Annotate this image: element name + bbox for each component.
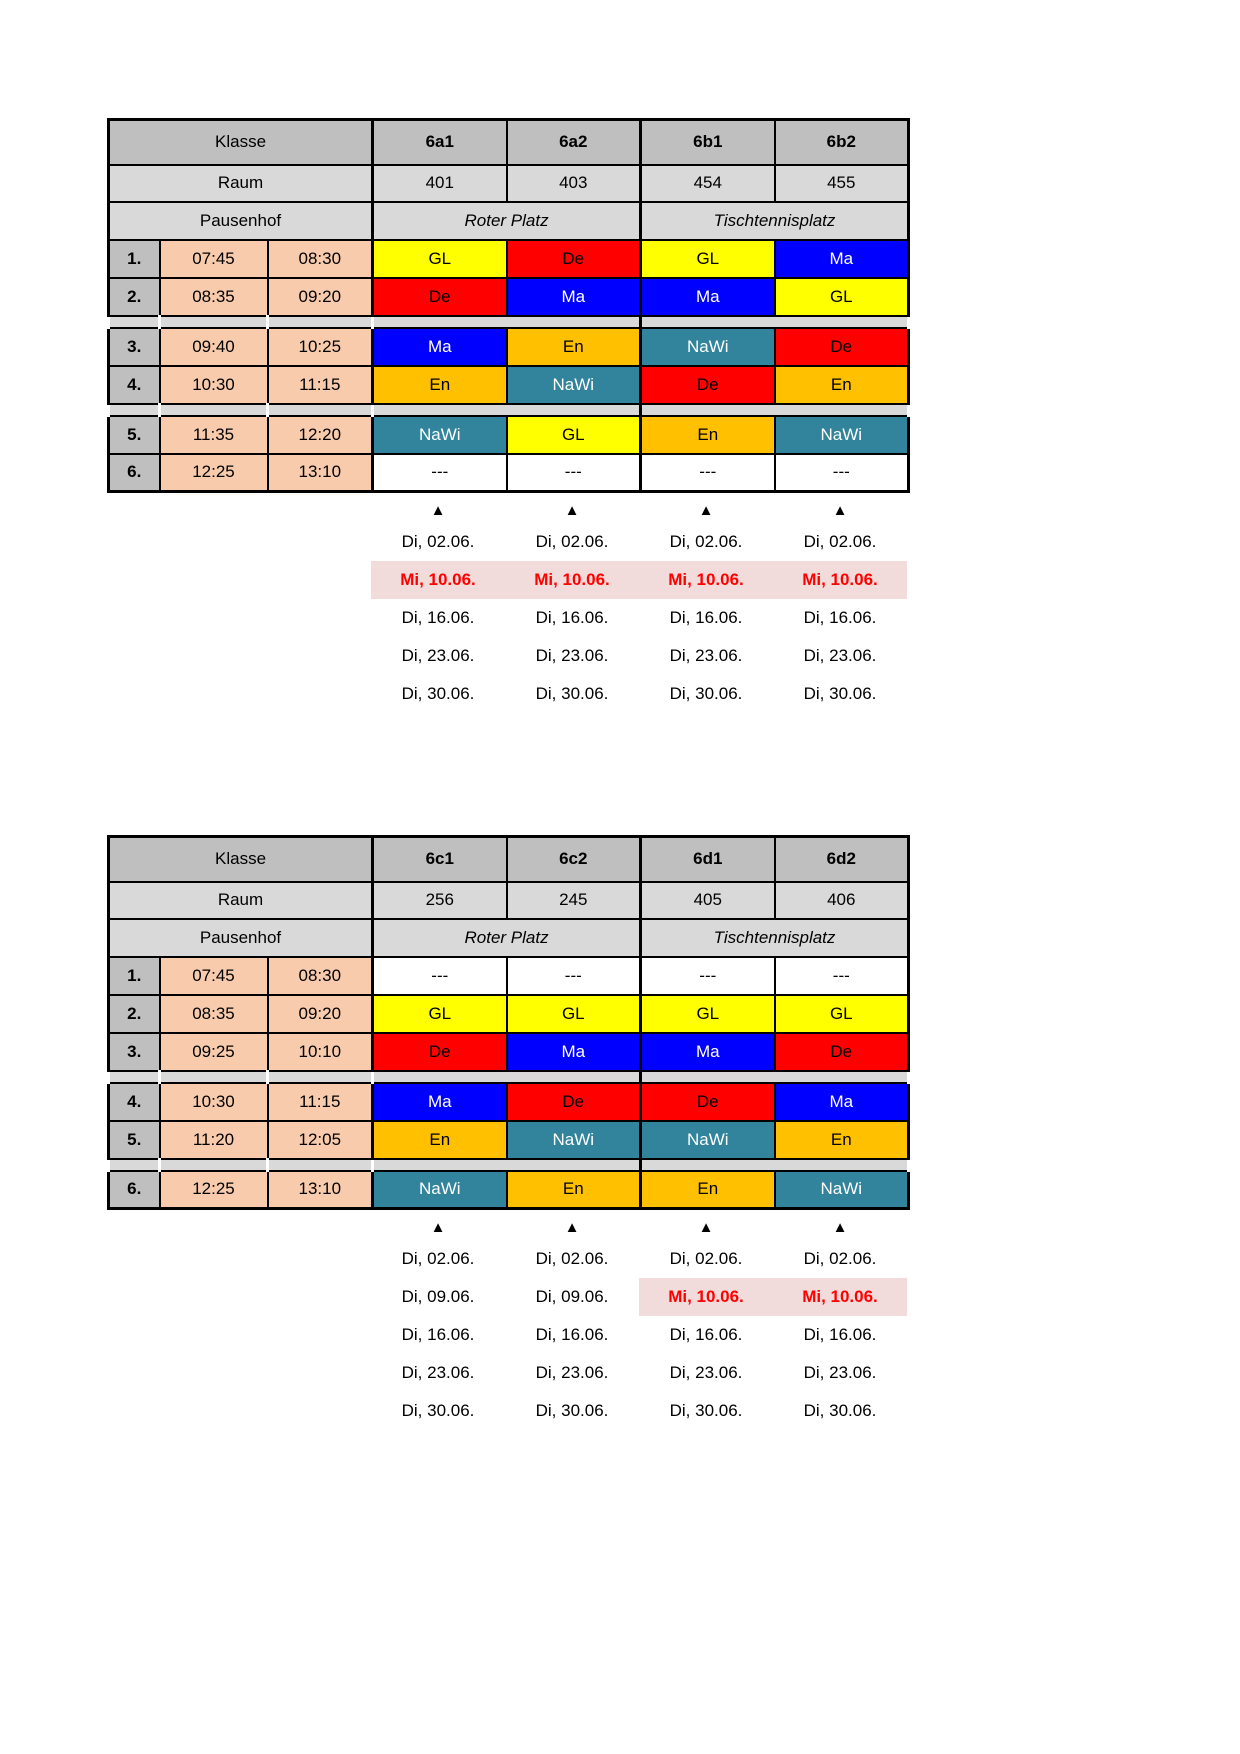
date-cell: Di, 16.06.: [803, 1325, 877, 1344]
spacer-cell: [109, 1159, 160, 1171]
period-start-cell: 10:30: [160, 1083, 268, 1121]
date-cell: Di, 30.06.: [803, 684, 877, 703]
subject-cell: Ma: [373, 1083, 507, 1121]
spacer-cell: [109, 316, 160, 328]
pausenhof-label-cell: Pausenhof: [109, 919, 373, 957]
subject-cell: NaWi: [641, 328, 775, 366]
room-cell: 245: [507, 882, 641, 919]
period-row: [109, 1121, 909, 1159]
period-number-cell: 1.: [109, 240, 160, 278]
yard-cell: Tischtennisplatz: [641, 202, 909, 240]
spacer-cell: [268, 1159, 373, 1171]
date-cell: Di, 02.06.: [803, 532, 877, 551]
subject-cell: Ma: [775, 240, 909, 278]
subject-cell: ---: [775, 454, 909, 492]
subject-cell: En: [641, 1171, 775, 1209]
subject-cell: GL: [775, 995, 909, 1033]
period-start-cell: 08:35: [160, 278, 268, 316]
spacer-cell: [268, 316, 373, 328]
subject-cell: GL: [641, 240, 775, 278]
period-start-cell: 07:45: [160, 240, 268, 278]
period-row: [109, 416, 909, 454]
class-name-cell: 6b1: [641, 120, 775, 165]
subject-cell: NaWi: [373, 1171, 507, 1209]
period-start-cell: 12:25: [160, 454, 268, 492]
date-cell: Di, 23.06.: [669, 646, 743, 665]
subject-cell: En: [775, 366, 909, 404]
yard-cell: Tischtennisplatz: [641, 919, 909, 957]
date-cell: Di, 30.06.: [669, 684, 743, 703]
class-name-cell: 6d2: [775, 837, 909, 882]
schedule-table: [107, 118, 910, 493]
date-cell: Di, 30.06.: [401, 1401, 475, 1420]
period-end-cell: 12:20: [268, 416, 373, 454]
period-end-cell: 09:20: [268, 278, 373, 316]
subject-cell: ---: [641, 454, 775, 492]
subject-cell: En: [775, 1121, 909, 1159]
subject-cell: Ma: [507, 278, 641, 316]
class-name-cell: 6a2: [507, 120, 641, 165]
spacer-cell: [160, 1159, 268, 1171]
date-cell: Di, 30.06.: [535, 684, 609, 703]
date-cell: Di, 16.06.: [535, 608, 609, 627]
period-row: [109, 1033, 909, 1071]
room-cell: 405: [641, 882, 775, 919]
subject-cell: En: [373, 366, 507, 404]
dates-list: [371, 523, 907, 713]
raum-label-cell: Raum: [109, 165, 373, 202]
subject-cell: ---: [373, 957, 507, 995]
period-end-cell: 08:30: [268, 240, 373, 278]
period-start-cell: 09:25: [160, 1033, 268, 1071]
date-cell: Di, 30.06.: [401, 684, 475, 703]
class-name-cell: 6a1: [373, 120, 507, 165]
subject-cell: De: [775, 328, 909, 366]
period-row: [109, 366, 909, 404]
room-cell: 401: [373, 165, 507, 202]
date-cell: Di, 02.06.: [669, 1249, 743, 1268]
date-cell: Di, 02.06.: [803, 1249, 877, 1268]
spacer-cell: [641, 316, 909, 328]
period-number-cell: 1.: [109, 957, 160, 995]
period-start-cell: 08:35: [160, 995, 268, 1033]
room-cell: 406: [775, 882, 909, 919]
subject-cell: NaWi: [507, 366, 641, 404]
period-number-cell: 5.: [109, 1121, 160, 1159]
spacer-cell: [373, 316, 641, 328]
subject-cell: Ma: [641, 278, 775, 316]
date-cell: Di, 16.06.: [535, 1325, 609, 1344]
subject-cell: GL: [507, 995, 641, 1033]
date-cell: Di, 02.06.: [669, 532, 743, 551]
subject-cell: NaWi: [373, 416, 507, 454]
schedule-table: [107, 835, 910, 1210]
spacer-cell: [109, 404, 160, 416]
period-number-cell: 3.: [109, 1033, 160, 1071]
raum-label-cell: Raum: [109, 882, 373, 919]
date-cell: Mi, 10.06.: [371, 561, 505, 599]
period-start-cell: 11:35: [160, 416, 268, 454]
period-row: [109, 957, 909, 995]
up-arrow-icon: ▲: [430, 502, 446, 519]
subject-cell: Ma: [641, 1033, 775, 1071]
klasse-row: [109, 120, 909, 165]
room-cell: 454: [641, 165, 775, 202]
spacer-cell: [109, 1071, 160, 1083]
spacer-cell: [641, 404, 909, 416]
up-arrow-icon: ▲: [832, 502, 848, 519]
period-start-cell: 12:25: [160, 1171, 268, 1209]
up-arrow-icon: ▲: [832, 1219, 848, 1236]
period-number-cell: 2.: [109, 278, 160, 316]
date-cell: Di, 16.06.: [669, 608, 743, 627]
period-number-cell: 4.: [109, 1083, 160, 1121]
period-end-cell: 12:05: [268, 1121, 373, 1159]
subject-cell: En: [641, 416, 775, 454]
break-spacer-row: [109, 1071, 909, 1083]
up-arrow-icon: ▲: [698, 502, 714, 519]
subject-cell: De: [775, 1033, 909, 1071]
date-cell: Di, 30.06.: [669, 1401, 743, 1420]
class-name-cell: 6d1: [641, 837, 775, 882]
date-cell: Di, 23.06.: [401, 1363, 475, 1382]
klasse-header-cell: Klasse: [109, 120, 373, 165]
date-cell: Di, 23.06.: [535, 1363, 609, 1382]
period-number-cell: 5.: [109, 416, 160, 454]
subject-cell: GL: [641, 995, 775, 1033]
up-arrow-icon: ▲: [564, 502, 580, 519]
timetable-block-6c-6d: [107, 835, 907, 1430]
spacer-cell: [373, 404, 641, 416]
period-row: [109, 240, 909, 278]
up-arrow-icon: ▲: [564, 1219, 580, 1236]
period-number-cell: 3.: [109, 328, 160, 366]
class-name-cell: 6c2: [507, 837, 641, 882]
date-cell: Di, 09.06.: [401, 1287, 475, 1306]
date-cell: Di, 16.06.: [401, 608, 475, 627]
klasse-row: [109, 837, 909, 882]
date-cell: Di, 16.06.: [401, 1325, 475, 1344]
break-spacer-row: [109, 404, 909, 416]
spacer-cell: [160, 404, 268, 416]
pausenhof-label-cell: Pausenhof: [109, 202, 373, 240]
period-end-cell: 10:25: [268, 328, 373, 366]
subject-cell: De: [373, 278, 507, 316]
subject-cell: NaWi: [775, 1171, 909, 1209]
date-cell: Di, 30.06.: [535, 1401, 609, 1420]
date-cell: Mi, 10.06.: [639, 561, 773, 599]
subject-cell: GL: [373, 995, 507, 1033]
period-row: [109, 1171, 909, 1209]
date-cell: Di, 23.06.: [535, 646, 609, 665]
date-cell: Di, 30.06.: [803, 1401, 877, 1420]
class-name-cell: 6c1: [373, 837, 507, 882]
room-cell: 455: [775, 165, 909, 202]
date-cell: Di, 02.06.: [535, 532, 609, 551]
period-start-cell: 09:40: [160, 328, 268, 366]
subject-cell: NaWi: [641, 1121, 775, 1159]
subject-cell: En: [507, 328, 641, 366]
spacer-cell: [268, 1071, 373, 1083]
period-number-cell: 2.: [109, 995, 160, 1033]
subject-cell: De: [641, 366, 775, 404]
period-row: [109, 454, 909, 492]
period-number-cell: 6.: [109, 1171, 160, 1209]
spacer-cell: [160, 316, 268, 328]
period-row: [109, 328, 909, 366]
break-spacer-row: [109, 316, 909, 328]
period-end-cell: 13:10: [268, 454, 373, 492]
up-arrow-icon: ▲: [698, 1219, 714, 1236]
subject-cell: GL: [775, 278, 909, 316]
date-cell: Di, 16.06.: [669, 1325, 743, 1344]
date-cell: Di, 09.06.: [535, 1287, 609, 1306]
period-row: [109, 995, 909, 1033]
spacer-cell: [373, 1071, 641, 1083]
date-cell: Di, 23.06.: [401, 646, 475, 665]
date-cell: Mi, 10.06.: [639, 1278, 773, 1316]
subject-cell: De: [641, 1083, 775, 1121]
yard-cell: Roter Platz: [373, 202, 641, 240]
date-cell: Di, 02.06.: [401, 532, 475, 551]
period-number-cell: 6.: [109, 454, 160, 492]
date-cell: Mi, 10.06.: [505, 561, 639, 599]
date-cell: Di, 02.06.: [401, 1249, 475, 1268]
spacer-cell: [641, 1071, 909, 1083]
class-name-cell: 6b2: [775, 120, 909, 165]
spacer-cell: [641, 1159, 909, 1171]
date-cell: Di, 23.06.: [803, 1363, 877, 1382]
subject-cell: Ma: [373, 328, 507, 366]
arrow-row: [371, 502, 907, 520]
subject-cell: ---: [507, 454, 641, 492]
pausenhof-row: [109, 919, 909, 957]
date-cell: Mi, 10.06.: [773, 1278, 907, 1316]
period-end-cell: 09:20: [268, 995, 373, 1033]
date-cell: Di, 16.06.: [803, 608, 877, 627]
subject-cell: Ma: [775, 1083, 909, 1121]
date-cell: Mi, 10.06.: [773, 561, 907, 599]
period-end-cell: 10:10: [268, 1033, 373, 1071]
period-start-cell: 11:20: [160, 1121, 268, 1159]
period-start-cell: 10:30: [160, 366, 268, 404]
date-cell: Di, 23.06.: [803, 646, 877, 665]
subject-cell: En: [373, 1121, 507, 1159]
spacer-cell: [268, 404, 373, 416]
raum-row: [109, 882, 909, 919]
period-row: [109, 1083, 909, 1121]
subject-cell: NaWi: [775, 416, 909, 454]
subject-cell: GL: [507, 416, 641, 454]
subject-cell: En: [507, 1171, 641, 1209]
period-end-cell: 08:30: [268, 957, 373, 995]
subject-cell: De: [373, 1033, 507, 1071]
dates-list: [371, 1240, 907, 1430]
date-cell: Di, 02.06.: [535, 1249, 609, 1268]
pausenhof-row: [109, 202, 909, 240]
spacer-cell: [373, 1159, 641, 1171]
arrow-row: [371, 1219, 907, 1237]
period-row: [109, 278, 909, 316]
subject-cell: ---: [507, 957, 641, 995]
subject-cell: NaWi: [507, 1121, 641, 1159]
date-cell: Di, 23.06.: [669, 1363, 743, 1382]
room-cell: 256: [373, 882, 507, 919]
timetable-block-6a-6b: [107, 118, 907, 713]
period-end-cell: 13:10: [268, 1171, 373, 1209]
subject-cell: ---: [775, 957, 909, 995]
spacer-cell: [160, 1071, 268, 1083]
period-end-cell: 11:15: [268, 1083, 373, 1121]
subject-cell: Ma: [507, 1033, 641, 1071]
room-cell: 403: [507, 165, 641, 202]
raum-row: [109, 165, 909, 202]
subject-cell: ---: [641, 957, 775, 995]
subject-cell: ---: [373, 454, 507, 492]
yard-cell: Roter Platz: [373, 919, 641, 957]
period-start-cell: 07:45: [160, 957, 268, 995]
period-end-cell: 11:15: [268, 366, 373, 404]
break-spacer-row: [109, 1159, 909, 1171]
subject-cell: GL: [373, 240, 507, 278]
up-arrow-icon: ▲: [430, 1219, 446, 1236]
klasse-header-cell: Klasse: [109, 837, 373, 882]
subject-cell: De: [507, 240, 641, 278]
period-number-cell: 4.: [109, 366, 160, 404]
subject-cell: De: [507, 1083, 641, 1121]
